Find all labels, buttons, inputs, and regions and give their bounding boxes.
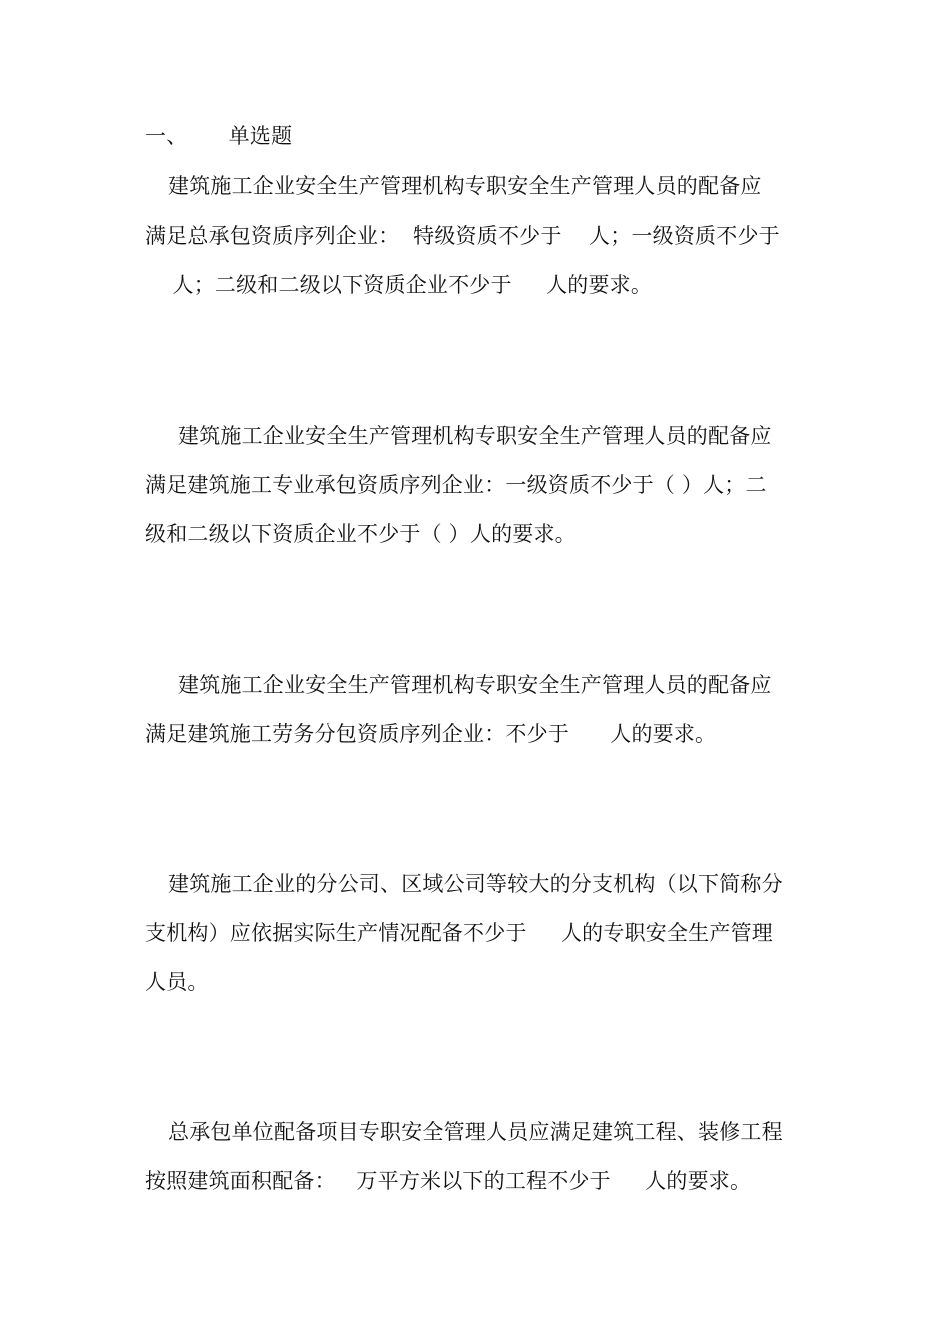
question-2-line-3: 级和二级以下资质企业不少于（ ）人的要求。: [145, 522, 576, 546]
question-5-line-2: 按照建筑面积配备： 万平方米以下的工程不少于 人的要求。: [145, 1169, 752, 1193]
question-2-line-1: 建筑施工企业安全生产管理机构专职安全生产管理人员的配备应: [178, 424, 772, 448]
question-4-line-3: 人员。: [145, 970, 209, 994]
section-heading: [145, 122, 825, 150]
question-1-line-2: 满足总承包资质序列企业： 特级资质不少于 人；一级资质不少于: [145, 224, 780, 248]
question-1-line-3: 人；二级和二级以下资质企业不少于 人的要求。: [145, 273, 653, 297]
question-4-line-2: 支机构）应依据实际生产情况配备不少于 人的专职安全生产管理: [145, 921, 773, 945]
section-title: 单选题: [228, 124, 293, 148]
question-4-line-1: 建筑施工企业的分公司、区域公司等较大的分支机构（以下简称分: [168, 872, 783, 896]
question-2-line-2: 满足建筑施工专业承包资质序列企业：一级资质不少于（ ）人；二: [145, 473, 767, 497]
question-5-line-1: 总承包单位配备项目专职安全管理人员应满足建筑工程、装修工程: [168, 1120, 783, 1144]
question-1-line-1: 建筑施工企业安全生产管理机构专职安全生产管理人员的配备应: [168, 174, 762, 198]
question-3-line-1: 建筑施工企业安全生产管理机构专职安全生产管理人员的配备应: [178, 673, 772, 697]
section-number: 一、: [145, 124, 188, 148]
question-3-line-2: 满足建筑施工劳务分包资质序列企业：不少于 人的要求。: [145, 722, 717, 746]
